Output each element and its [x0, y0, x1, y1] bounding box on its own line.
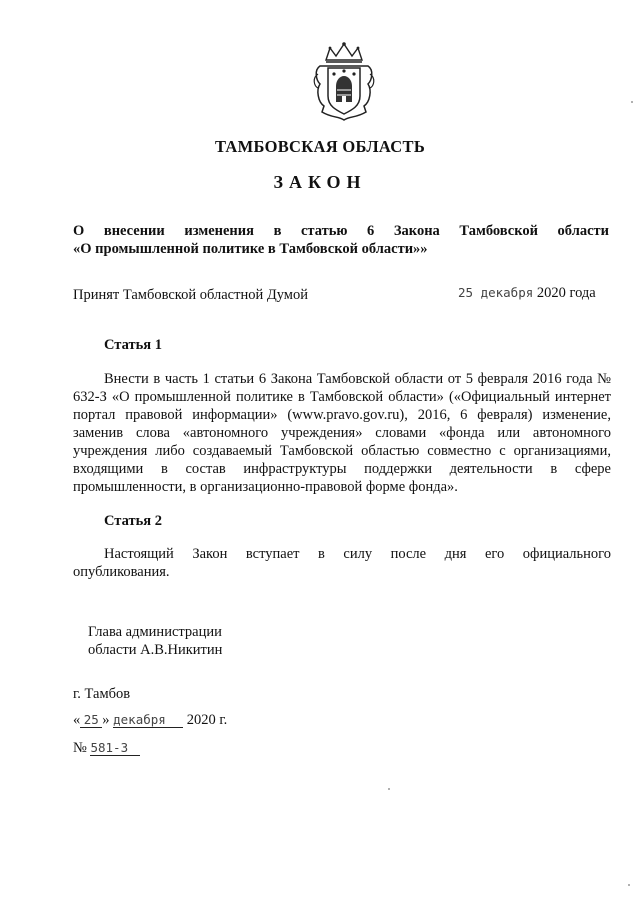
- signer-position: Глава администрации: [88, 624, 222, 640]
- scan-speck: [388, 788, 390, 790]
- law-number: [73, 740, 140, 757]
- region-title: ТАМБОВСКАЯ ОБЛАСТЬ: [214, 137, 426, 156]
- article-1-title: Статья 1: [104, 337, 162, 353]
- document-type-title: ЗАКОН: [273, 172, 367, 192]
- law-subject-line1: О внесении изменения в статью 6 Закона Тамбовской области: [73, 223, 609, 239]
- law-subject-line2: «О промышленной политике в Тамбовской области»»: [73, 241, 428, 257]
- date-quote-close: »: [102, 712, 110, 728]
- scan-speck: [631, 101, 633, 103]
- signing-date: [73, 712, 227, 729]
- adoption-date-stamp: 25 декабря: [458, 285, 534, 300]
- signer-name: области А.В.Никитин: [88, 642, 223, 658]
- law-subject: [73, 222, 609, 258]
- date-year: 2020 г.: [186, 712, 228, 728]
- adoption-text: Принят Тамбовской областной Думой: [73, 287, 308, 303]
- adoption-date: [458, 285, 596, 302]
- article-2-line1: Настоящий Закон вступает в силу после дня его официального: [104, 546, 611, 562]
- adoption-year: 2020 года: [536, 285, 596, 301]
- date-day: 25: [80, 712, 102, 728]
- signing-city: г. Тамбов: [73, 686, 131, 702]
- signature-block: [88, 623, 222, 659]
- tambov-coat-of-arms-icon: [312, 40, 376, 122]
- number-prefix: №: [73, 740, 87, 756]
- article-2-title: Статья 2: [104, 513, 162, 529]
- number-value: 581-З: [90, 740, 140, 756]
- article-2-text: [73, 545, 611, 581]
- date-quote-open: «: [73, 712, 81, 728]
- article-2-line2: опубликования.: [73, 564, 170, 580]
- date-month: декабря: [113, 712, 183, 728]
- article-1-text: Внести в часть 1 статьи 6 Закона Тамбовской области от 5 февраля 2016 года № 632-З «О промышленной политике в Тамбовской области» («Официальный интернет портал правовой информации» (www.pravo.gov.ru), 2016, 6 февраля) изменение, заменив слова «автономного учреждения» словами «фонда или автономного учреждения либо создаваемый Тамбовской областью совместно с организациями, входящими в состав инфраструктуры поддержки деятельности в сфере промышленности, в организационно-правовой форме фонда».: [73, 371, 611, 495]
- scan-speck: [628, 884, 630, 886]
